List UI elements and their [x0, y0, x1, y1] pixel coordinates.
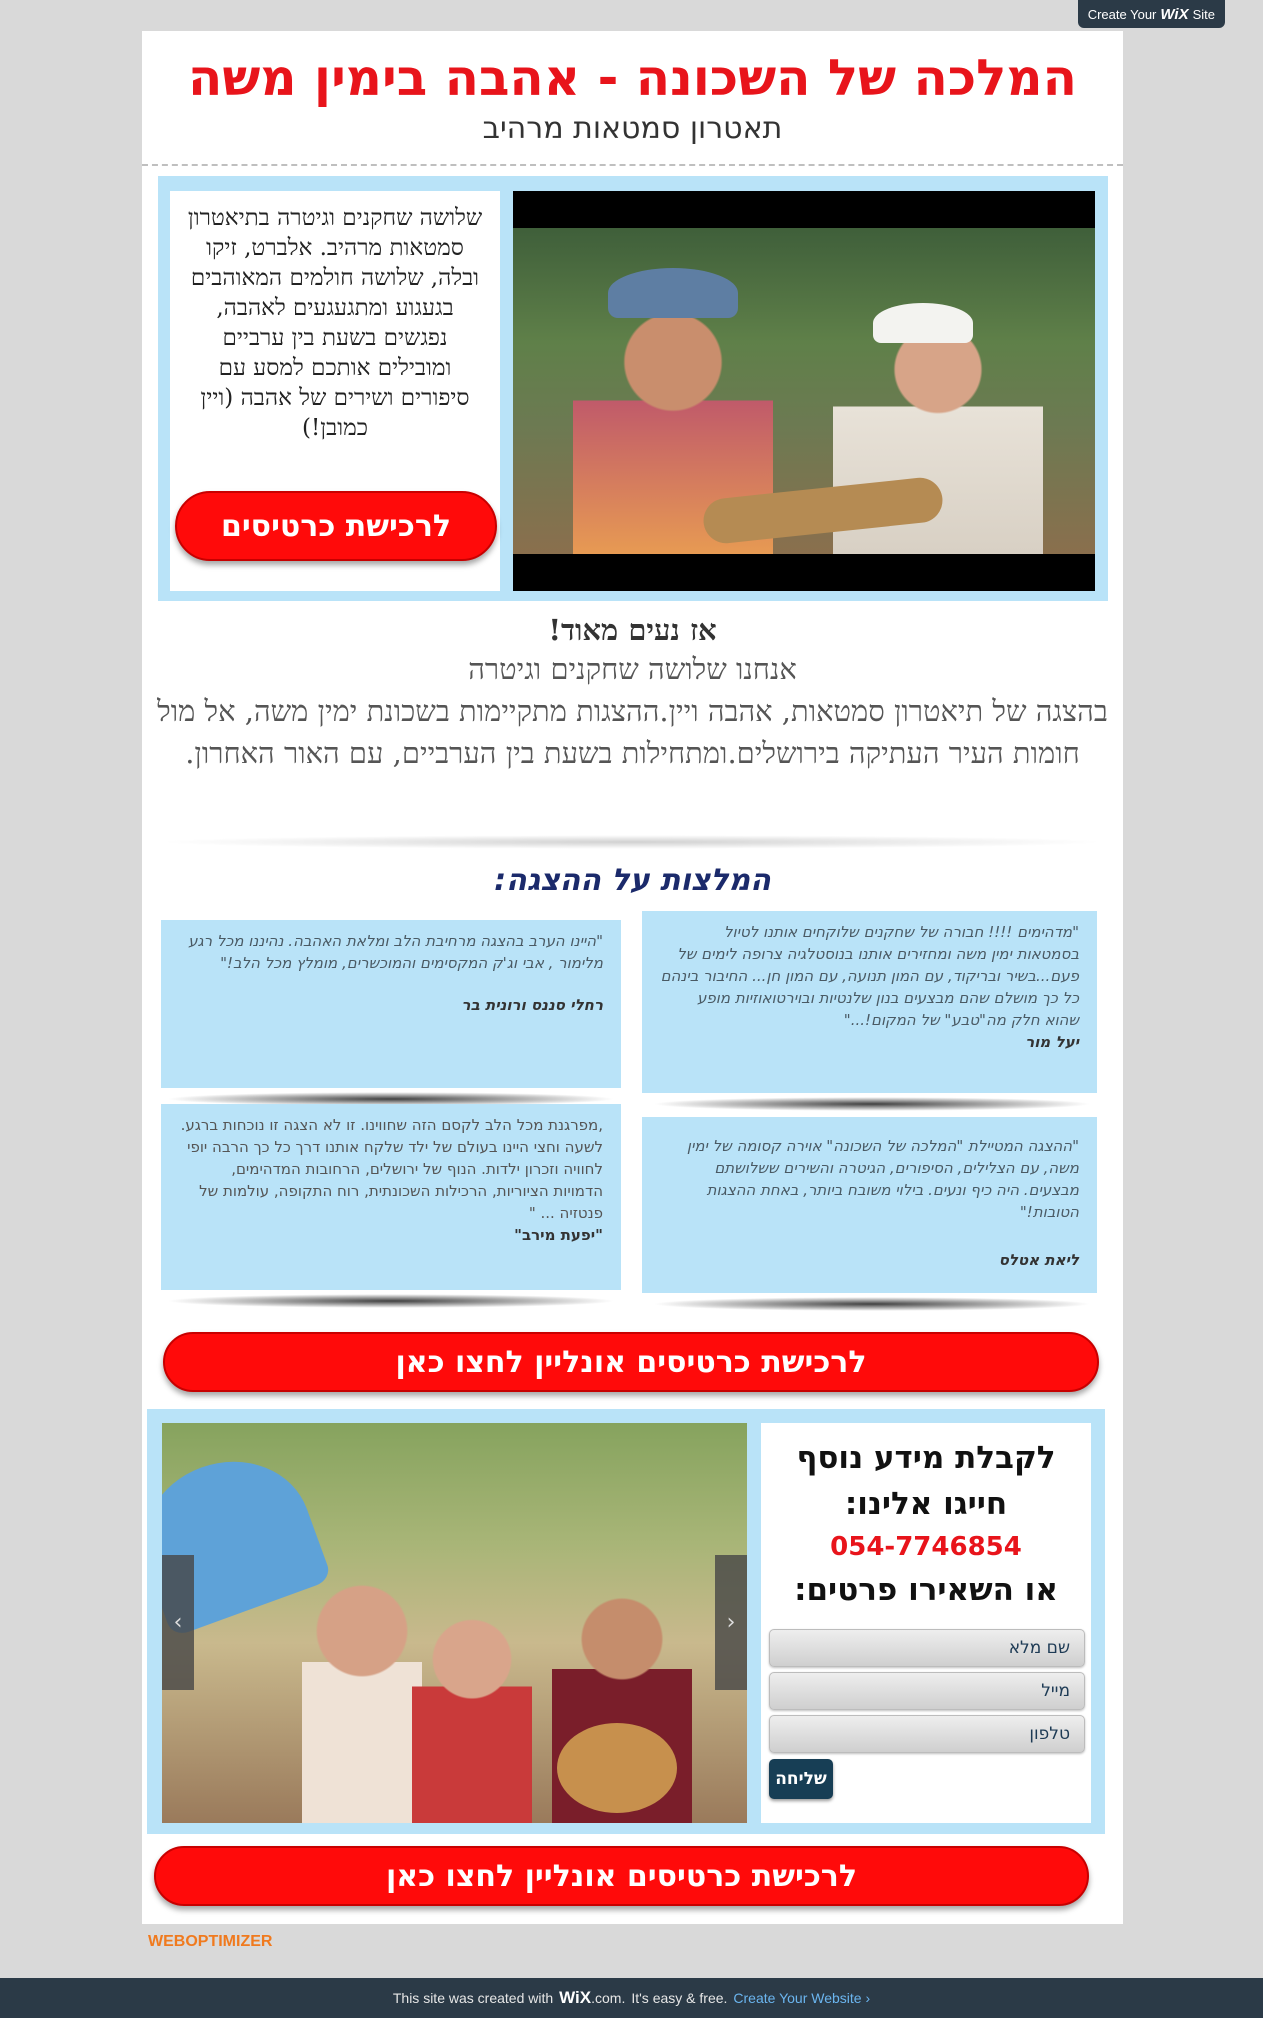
gallery-slideshow[interactable] [162, 1423, 747, 1823]
card-shadow [166, 1294, 616, 1308]
weboptimizer-credit-link[interactable]: WEBOPTIMIZER [148, 1933, 273, 1950]
recommendation-card [642, 911, 1097, 1093]
email-field[interactable]: מייל [769, 1672, 1085, 1710]
intro-text [152, 613, 1113, 774]
recommendation-text: "ההצגה המטיילת "המלכה של השכונה" אוירה קסומה של ימין משה, עם הצלילים, הסיפורים, הגיטרה והשירים ששלושתם מבצעים. היה כיף ונעים. בילוי משובח ביותר, באחת ההצגות הטובות!" [686, 1137, 1079, 1221]
page-subtitle: תאטרון סמטאות מרהיב [482, 111, 783, 146]
intro-line: אנחנו שלושה שחקנים וגיטרה [468, 652, 797, 686]
guitar-shape [557, 1723, 677, 1813]
recommendation-author: ליאת אטלס [998, 1251, 1079, 1269]
contact-heading: לקבלת מידע נוסף [796, 1440, 1056, 1476]
recommendation-text: "היינו הערב בהצגה מרחיבת הלב ומלאת האהבה. נהיננו מכל רגע מלימור , אבי וג'ק המקסימים והמוכשרים, מומלץ מכל הלב!" [188, 932, 603, 972]
page-content [142, 31, 1123, 1924]
contact-form [761, 1423, 1091, 1823]
buy-tickets-online-button[interactable]: לרכישת כרטיסים אונליין לחצו כאן [163, 1332, 1099, 1392]
section-divider [157, 835, 1107, 849]
wix-create-site-banner[interactable] [1078, 0, 1225, 28]
create-website-link[interactable]: Create Your Website › [733, 1990, 871, 2006]
actress-figure [412, 1613, 532, 1823]
contact-section [147, 1409, 1105, 1834]
contact-call-label: חייגו אלינו: [844, 1486, 1008, 1522]
hero-description: שלושה שחקנים וגיטרה בתיאטרון סמטאות מרהיב. אלברט, זיקו ובלה, שלושה חולמים המאוהבים בגעגוע ומתגעגעים לאהבה, נפגשים בשעת בין ערביים ומובילים אותכם למסע עם סיפורים ושירים של אהבה (ויין כמובן!) [187, 205, 483, 441]
wix-footer-domain: .com. [591, 1990, 626, 2006]
chevron-left-icon[interactable]: ‹ [162, 1555, 194, 1690]
video-frame [513, 228, 1095, 554]
recommendation-card [161, 1104, 621, 1290]
recommendation-author: "יפעת מירב" [514, 1226, 603, 1244]
card-shadow [652, 1297, 1092, 1311]
video-player[interactable] [513, 191, 1095, 591]
chevron-right-icon[interactable]: › [715, 1555, 747, 1690]
hero-section [158, 176, 1108, 601]
card-shadow [652, 1097, 1092, 1111]
submit-button[interactable]: שליחה [769, 1759, 833, 1799]
recommendation-text: "מדהימים !!!! חבורה של שחקנים שלוקחים אותנו לטיול בסמטאות ימין משה ומחזירים אותנו בנוסטלגיה צרופה לימים של פעם...בשיר ובריקוד, עם המון תנועה, עם המון חן... החיבור בינהם כל כך מושלם שהם מבצעים בנון שלנטיות ובוירטואוזיות מופע שהוא חלק מה"טבע" של המקום!..." [660, 923, 1079, 1029]
header [142, 31, 1123, 166]
contact-phone[interactable]: 054-7746854 [830, 1532, 1022, 1562]
buy-tickets-button[interactable]: לרכישת כרטיסים [175, 491, 497, 561]
recommendation-author: יעל מור [1025, 1033, 1079, 1051]
wix-footer-banner [0, 1978, 1263, 2018]
recommendation-card [642, 1117, 1097, 1293]
wix-logo: WiX [559, 1988, 592, 2007]
full-name-field[interactable]: שם מלא [769, 1629, 1085, 1667]
hat-shape [873, 303, 973, 343]
wix-banner-suffix: Site [1192, 6, 1215, 22]
recommendation-card [161, 920, 621, 1088]
recommendation-author: רחלי סננס ורונית בר [461, 996, 603, 1014]
wix-footer-tagline: It's easy & free. [631, 1990, 728, 2006]
wix-logo: WiX [1160, 5, 1189, 23]
wix-footer-prefix: This site was created with [392, 1990, 554, 2006]
recommendation-text: ,מפרגנת מכל הלב לקסם הזה שחווינו. זו לא הצגה זו נוכחות ברגע. לשעה וחצי היינו בעולם של ילד שלקח אותנו דרך כל כך הרבה יופי לחוויה וזכרון ילדות. הנוף של ירושלים, הרחובות המדהימים, הדמויות הציוריות, הרכילות השכונתית, רוח התקופה, עולמות של פנטזיה ... " [180, 1116, 603, 1222]
hero-text-box [170, 191, 500, 591]
buy-tickets-online-button-bottom[interactable]: לרכישת כרטיסים אונליין לחצו כאן [154, 1846, 1089, 1906]
contact-leave-details: או השאירו פרטים: [794, 1572, 1058, 1608]
intro-paragraph: בהצגה של תיאטרון סמטאות, אהבה ויין.ההצגות מתקיימות בשכונת ימין משה, אל מול חומות העיר העתיקה בירושלים.ומתחילות בשעת בין הערביים, עם האור האחרון. [157, 694, 1108, 770]
intro-greeting: אז נעים מאוד! [548, 613, 717, 647]
hat-shape [608, 268, 738, 318]
page-title: המלכה של השכונה - אהבה בימין משה [188, 49, 1077, 107]
wix-banner-prefix: Create Your [1087, 6, 1157, 22]
recommendations-title: המלצות על ההצגה: [494, 863, 771, 898]
actor-figure [302, 1583, 422, 1823]
phone-field[interactable]: טלפון [769, 1715, 1085, 1753]
